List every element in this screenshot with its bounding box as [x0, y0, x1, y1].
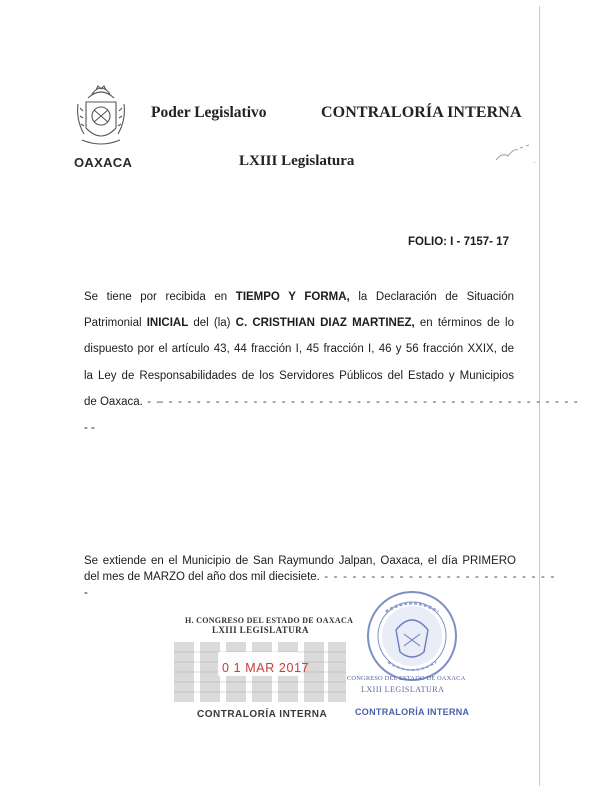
- folio-number: FOLIO: I - 7157- 17: [408, 236, 509, 248]
- closing-line: del mes de MARZO del año dos mil diecisiete. - - - - - - - - - - - - - - - - - - - - - - - - -: [84, 571, 556, 583]
- city-name: OAXACA: [74, 155, 133, 170]
- paragraph-line: Se tiene por recibida en TIEMPO Y FORMA, la Declaración de Situación: [84, 291, 514, 303]
- declaration-paragraph: [84, 284, 579, 441]
- paragraph-line: Patrimonial INICIAL del (la) C. CRISTHIAN DIAZ MARTINEZ, en términos de lo: [84, 317, 514, 330]
- stamp-congress-name: H. CONGRESO DEL ESTADO DE OAXACA: [185, 616, 354, 625]
- stamp-received-date: 0 1 MAR 2017: [222, 661, 310, 675]
- paragraph-line: dispuesto por el artículo 43, 44 fracción I, 45 fracción I, 46 y 56 fracción XXIX, de: [84, 343, 514, 356]
- stamp-legislature: LXIII LEGISLATURA: [212, 625, 309, 635]
- paragraph-line: - -: [84, 421, 95, 434]
- handwritten-mark-icon: [492, 138, 542, 168]
- oaxaca-coat-of-arms-icon: [74, 84, 128, 150]
- closing-line: Se extiende en el Municipio de San Raymundo Jalpan, Oaxaca, el día PRIMERO: [84, 555, 516, 567]
- seal-congress-name: CONGRESO DEL ESTADO DE OAXACA: [347, 675, 466, 682]
- seal-department: CONTRALORÍA INTERNA: [355, 707, 470, 717]
- closing-line: -: [84, 587, 88, 599]
- header-subtitle: LXIII Legislatura: [239, 153, 355, 169]
- seal-legislature: LXIII LEGISLATURA: [361, 685, 445, 694]
- header-left-title: Poder Legislativo: [151, 104, 267, 121]
- paragraph-line: la Ley de Responsabilidades de los Servidores Públicos del Estado y Municipios: [84, 369, 514, 382]
- paragraph-line: de Oaxaca. - – - - - - - - - - - - - - - - - - - - - - - - - - - - - - - - - - - - - - - - - - - - - -: [84, 395, 579, 408]
- stamp-department: CONTRALORÍA INTERNA: [197, 709, 328, 720]
- official-seal-icon: [366, 590, 458, 682]
- header-right-title: CONTRALORÍA INTERNA: [321, 104, 522, 121]
